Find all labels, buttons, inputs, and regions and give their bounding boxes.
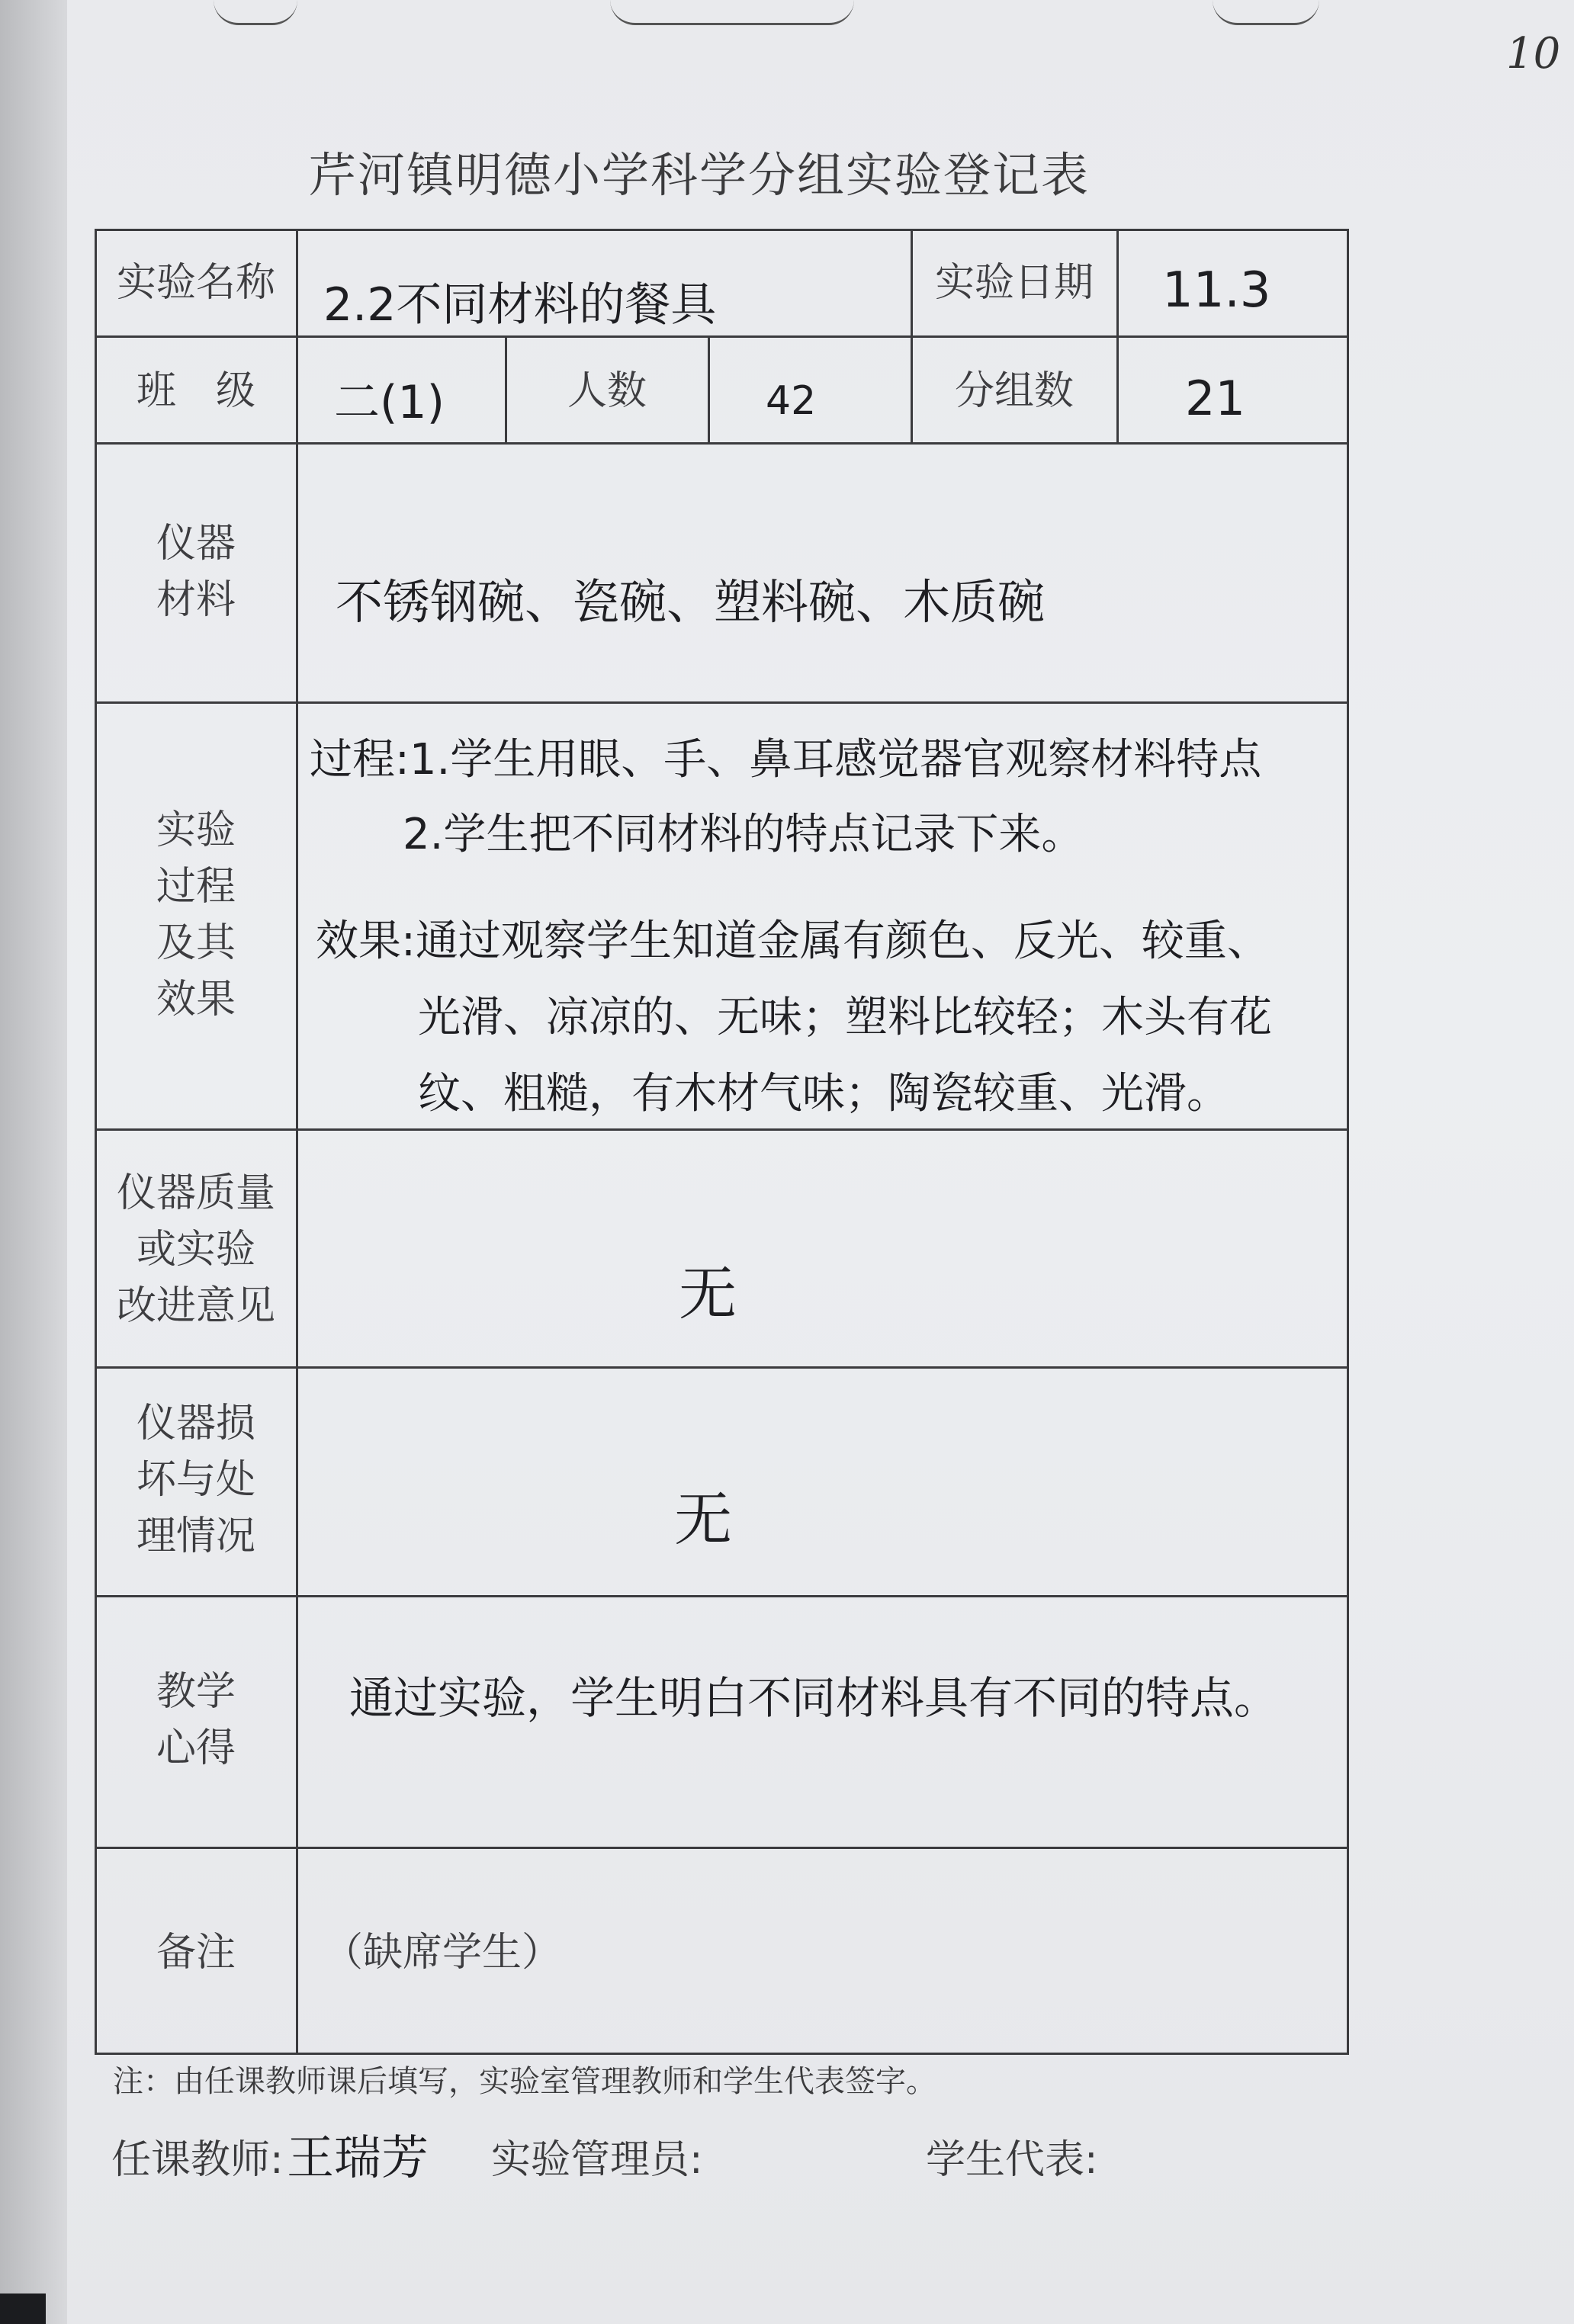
- table-border-right: [1347, 229, 1349, 2055]
- row-divider: [95, 442, 1349, 445]
- student-count-label: 人数: [567, 368, 647, 414]
- teaching-reflection-label: 教学 心得: [156, 1669, 236, 1771]
- table-border-bottom: [95, 2053, 1349, 2055]
- class-value: 二(1): [334, 376, 445, 429]
- teacher-signature: 王瑞芳: [287, 2130, 429, 2185]
- row-divider: [95, 1366, 1349, 1369]
- footnote: 注：由任课教师课后填写，实验室管理教师和学生代表签字。: [113, 2064, 936, 2099]
- top-scrawl-mark: [610, 0, 854, 25]
- effect-line-1: 效果:通过观察学生知道金属有颜色、反光、较重、: [316, 916, 1270, 966]
- table-border-top: [95, 229, 1349, 231]
- table-border-left: [95, 229, 97, 2055]
- form-title: 芹河镇明德小学科学分组实验登记表: [309, 147, 1091, 203]
- top-scrawl-mark: [1213, 0, 1319, 25]
- group-count-value: 21: [1185, 371, 1245, 426]
- student-count-value: 42: [766, 378, 817, 424]
- count-column-divider: [505, 337, 507, 444]
- process-line-2: 2.学生把不同材料的特点记录下来。: [403, 810, 1084, 859]
- remarks-label: 备注: [156, 1930, 236, 1976]
- experiment-name-label: 实验名称: [116, 260, 275, 306]
- registration-table: [95, 229, 1349, 2055]
- student-rep-signature-label: 学生代表:: [926, 2137, 1098, 2183]
- group-count-label: 分组数: [954, 368, 1074, 414]
- materials-label: 仪器 材料: [156, 521, 236, 623]
- count-value-divider: [708, 337, 710, 444]
- lab-admin-signature-label: 实验管理员:: [491, 2137, 703, 2183]
- materials-value: 不锈钢碗、瓷碗、塑料碗、木质碗: [336, 574, 1046, 630]
- quality-improvement-value: 无: [679, 1260, 737, 1327]
- experiment-date-value: 11.3: [1162, 262, 1271, 319]
- row-divider: [95, 1128, 1349, 1131]
- experiment-name-value: 2.2不同材料的餐具: [323, 278, 717, 332]
- damage-handling-label: 仪器损 坏与处 理情况: [136, 1401, 255, 1559]
- label-column-divider: [296, 229, 298, 2055]
- row-divider: [95, 1847, 1349, 1849]
- quality-improvement-label: 仪器质量 或实验 改进意见: [116, 1170, 275, 1329]
- effect-line-3: 纹、粗糙，有木材气味；陶瓷较重、光滑。: [418, 1069, 1229, 1119]
- effect-line-2: 光滑、凉凉的、无味；塑料比较轻；木头有花: [418, 993, 1272, 1042]
- row-divider: [95, 1595, 1349, 1597]
- experiment-date-label: 实验日期: [934, 260, 1094, 306]
- class-label: 班 级: [136, 368, 255, 414]
- row-divider: [95, 701, 1349, 704]
- remarks-value: （缺席学生）: [323, 1930, 562, 1976]
- top-scrawl-mark: [214, 0, 297, 25]
- row-divider: [95, 335, 1349, 338]
- process-effect-label: 实验 过程 及其 效果: [156, 807, 236, 1022]
- page-edge-shadow: [0, 0, 67, 2324]
- page-number: 10: [1506, 29, 1561, 79]
- process-line-1: 过程:1.学生用眼、手、鼻耳感觉器官观察材料特点: [310, 735, 1262, 785]
- teaching-reflection-value: 通过实验，学生明白不同材料具有不同的特点。: [349, 1672, 1279, 1724]
- teacher-signature-label: 任课教师:: [111, 2137, 284, 2183]
- background-corner: [0, 2294, 46, 2324]
- damage-handling-value: 无: [674, 1485, 732, 1553]
